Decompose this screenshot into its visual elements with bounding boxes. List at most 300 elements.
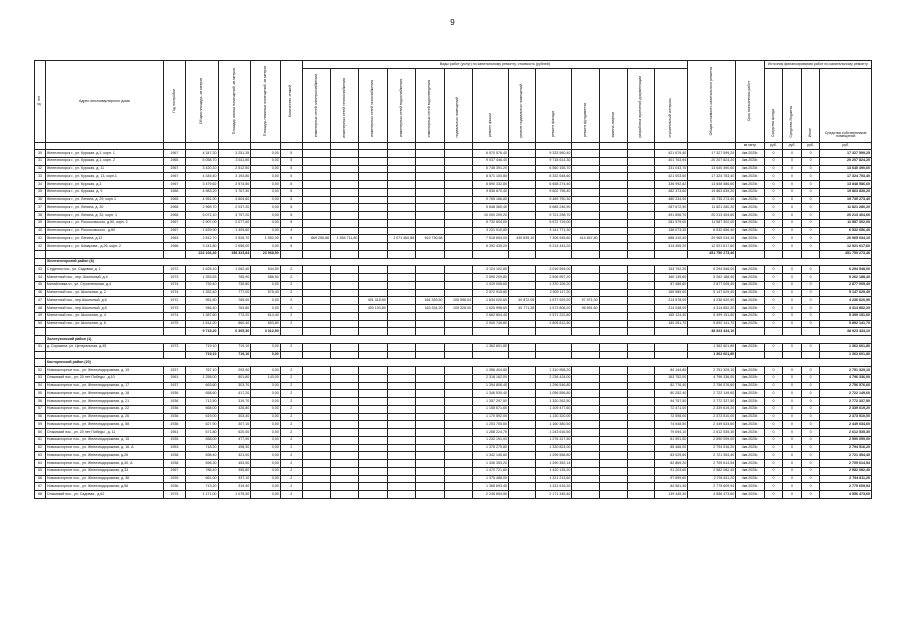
col-work-type: замена лифтов (599, 69, 627, 143)
address: Железногорск г., ул. Курская, д.1, корп. 2 (45, 157, 163, 165)
owners-amount: 4 236 620,90 (820, 297, 872, 305)
work-cost (628, 281, 655, 289)
subtotal-owners: 1 362 601,80 (820, 351, 872, 359)
other-amount: 0 (801, 188, 820, 196)
nonliving-area: 0,00 (251, 212, 280, 220)
total-area: 4 951,90 (185, 196, 218, 204)
work-cost: 401 315,50 (359, 297, 387, 305)
period: 4кв.2025г. (736, 181, 764, 189)
table-row (35, 165, 872, 173)
table-cell (801, 351, 820, 359)
address: Новокасторное пос., ул. Железнодорожная, д. 21 (45, 398, 163, 406)
living-area: 417,20 (218, 390, 251, 398)
table-cell (163, 250, 185, 258)
table-row (35, 382, 872, 390)
nonliving-area: 0,00 (251, 173, 280, 181)
living-area: 765,00 (218, 297, 251, 305)
work-cost (416, 343, 444, 351)
period: 4кв.2025г. (736, 274, 764, 282)
year: 1967 (163, 219, 185, 227)
work-cost: 6 560 155,70 (536, 165, 572, 173)
address: Новокасторное пос., ул. Железнодорожная, д.33 (45, 467, 163, 475)
subtotal-living-area: 158 323,84 (218, 250, 251, 258)
row-number: 56 (35, 398, 46, 406)
work-cost (628, 429, 655, 437)
budget-amount: 0 (783, 405, 802, 413)
work-cost: 1 336 353,20 (472, 460, 508, 468)
floors: 2 (280, 398, 302, 406)
row-number: 37 (35, 204, 46, 212)
work-cost (509, 188, 536, 196)
year: 1963 (163, 235, 185, 243)
total-cost: 20 965 034,10 (688, 235, 736, 243)
table-cell (599, 250, 627, 258)
work-cost (628, 475, 655, 483)
period: 4кв.2025г. (736, 150, 764, 158)
work-cost: 5 848 360,40 (472, 204, 508, 212)
work-cost: 421 003,60 (655, 173, 688, 181)
table-cell (801, 250, 820, 258)
subtotal-row (35, 250, 872, 258)
fund-amount: 0 (764, 491, 783, 499)
work-cost (572, 312, 599, 320)
total-area: 661,00 (185, 475, 218, 483)
nonliving-area: 143,00 (251, 374, 280, 382)
subtotal-total-area: 9 715,20 (185, 328, 218, 336)
work-cost: 10 000 209,20 (472, 212, 508, 220)
subtotal-owners: 38 923 433,10 (820, 328, 872, 336)
fund-amount: 0 (764, 212, 783, 220)
nonliving-area: 0,00 (251, 196, 280, 204)
work-cost (599, 219, 627, 227)
work-cost (628, 320, 655, 328)
work-cost (444, 429, 472, 437)
row-number (35, 359, 46, 367)
budget-amount: 0 (783, 243, 802, 251)
work-cost (302, 281, 330, 289)
period: 4кв.2025г. (736, 436, 764, 444)
table-row (35, 343, 872, 351)
living-area: 2 526,70 (218, 235, 251, 243)
work-cost (444, 444, 472, 452)
total-area: 951,50 (185, 297, 218, 305)
work-cost (628, 243, 655, 251)
work-cost (572, 398, 599, 406)
living-area: 3 193,80 (218, 173, 251, 181)
budget-amount: 0 (783, 274, 802, 282)
work-cost (509, 212, 536, 220)
table-cell (783, 351, 802, 359)
work-cost (444, 274, 472, 282)
table-row (35, 475, 872, 483)
row-number: 64 (35, 460, 46, 468)
work-cost (444, 460, 472, 468)
table-row (35, 436, 872, 444)
work-cost (416, 421, 444, 429)
fund-amount: 0 (764, 452, 783, 460)
other-amount: 0 (801, 243, 820, 251)
floors: 5 (280, 181, 302, 189)
work-cost (416, 219, 444, 227)
table-cell (572, 250, 599, 258)
work-cost: 139 445,30 (655, 491, 688, 499)
table-cell (509, 351, 536, 359)
work-cost (302, 343, 330, 351)
work-cost: 482 373,60 (655, 188, 688, 196)
work-cost: 1 158 671,60 (472, 405, 508, 413)
floors: 2 (280, 460, 302, 468)
table-cell (764, 351, 783, 359)
living-area: 860,40 (218, 320, 251, 328)
total-cost: 2 756 576,60 (688, 382, 736, 390)
floors: 5 (280, 165, 302, 173)
table-cell (416, 351, 444, 359)
work-cost (359, 320, 387, 328)
year: 1966 (163, 188, 185, 196)
work-cost (599, 320, 627, 328)
row-number: 63 (35, 452, 46, 460)
total-cost: 2 982 082,40 (688, 467, 736, 475)
work-cost (302, 212, 330, 220)
work-cost: 3 141 771,30 (536, 227, 572, 235)
year: 1973 (163, 305, 185, 313)
nonliving-area: 575,40 (251, 289, 280, 297)
work-cost (387, 436, 415, 444)
work-cost (302, 312, 330, 320)
nonliving-area: 0,00 (251, 305, 280, 313)
nonliving-area: 1 952,00 (251, 235, 280, 243)
other-amount: 0 (801, 405, 820, 413)
nonliving-area: 0,00 (251, 150, 280, 158)
living-area: 1 062,40 (218, 266, 251, 274)
total-cost: 4 556 473,60 (688, 491, 736, 499)
work-cost: 686 410,40 (655, 235, 688, 243)
table-row (35, 196, 872, 204)
work-cost (302, 483, 330, 491)
nonliving-area: 586,50 (251, 274, 280, 282)
col-owners: Средства собственников помещений (820, 69, 872, 143)
work-cost (509, 274, 536, 282)
work-cost (387, 475, 415, 483)
row-number: 38 (35, 212, 46, 220)
work-cost (302, 297, 330, 305)
work-cost (359, 281, 387, 289)
address: Железногорск г., ул. Ленина, д.12 (45, 235, 163, 243)
work-cost (509, 227, 536, 235)
work-cost (509, 374, 536, 382)
total-area: 696,30 (185, 460, 218, 468)
work-cost (331, 227, 359, 235)
other-amount: 0 (801, 227, 820, 235)
budget-amount: 0 (783, 398, 802, 406)
work-cost (302, 374, 330, 382)
work-cost (359, 266, 387, 274)
other-amount: 0 (801, 312, 820, 320)
other-amount: 0 (801, 483, 820, 491)
work-cost (509, 467, 536, 475)
region-name: Касторенский район (20) (45, 359, 871, 367)
work-cost: 1 170 592,00 (472, 413, 508, 421)
total-cost: 17 324 753,40 (688, 173, 736, 181)
floors: 2 (280, 312, 302, 320)
work-cost (331, 281, 359, 289)
col-work-type: инженерных сетей газоснабжения (359, 69, 387, 143)
owners-amount: 6 294 548,00 (820, 266, 872, 274)
owners-amount: 2 794 516,20 (820, 444, 872, 452)
budget-amount: 0 (783, 491, 802, 499)
year: 1966 (163, 204, 185, 212)
work-cost: 6 746 391,20 (472, 165, 508, 173)
work-cost (444, 436, 472, 444)
period: 4кв.2025г. (736, 343, 764, 351)
work-cost (599, 312, 627, 320)
living-area: 3 251,35 (218, 150, 251, 158)
work-cost (302, 320, 330, 328)
table-row (35, 413, 872, 421)
work-cost (572, 227, 599, 235)
other-amount: 0 (801, 196, 820, 204)
work-cost (509, 312, 536, 320)
work-cost (302, 196, 330, 204)
period: 4кв.2025г. (736, 421, 764, 429)
period: 4кв.2025г. (736, 429, 764, 437)
other-amount: 0 (801, 413, 820, 421)
table-row (35, 297, 872, 305)
col-fund: Средства фонда (764, 69, 783, 143)
other-amount: 0 (801, 289, 820, 297)
table-row (35, 421, 872, 429)
work-cost: 400 103,80 (359, 305, 387, 313)
period: 4кв.2025г. (736, 305, 764, 313)
owners-amount: 2 721 354,40 (820, 452, 872, 460)
row-number: 60 (35, 429, 46, 437)
work-cost (444, 196, 472, 204)
living-area: 620,00 (218, 429, 251, 437)
work-cost (599, 367, 627, 375)
work-cost: 1 368 693,40 (472, 483, 508, 491)
floors: 2 (280, 297, 302, 305)
work-cost (572, 429, 599, 437)
owners-amount: 20 213 404,60 (820, 212, 872, 220)
work-cost (302, 227, 330, 235)
total-cost: 2 877 005,40 (688, 281, 736, 289)
fund-amount: 0 (764, 312, 783, 320)
other-amount: 0 (801, 398, 820, 406)
other-amount: 0 (801, 390, 820, 398)
col-work-type: ремонт фундамента (572, 69, 599, 143)
work-cost (509, 204, 536, 212)
work-cost (628, 343, 655, 351)
period: 4кв.2025г. (736, 219, 764, 227)
work-cost (331, 429, 359, 437)
row-number: 62 (35, 444, 46, 452)
other-amount: 0 (801, 274, 820, 282)
owners-amount: 2 751 329,10 (820, 367, 872, 375)
work-cost (509, 436, 536, 444)
period: 4кв.2025г. (736, 382, 764, 390)
living-area: 319,70 (218, 398, 251, 406)
row-number: 32 (35, 165, 46, 173)
work-cost: 6 890 332,80 (472, 181, 508, 189)
work-cost (416, 266, 444, 274)
row-number: 59 (35, 421, 46, 429)
work-cost (331, 181, 359, 189)
floors: 5 (280, 204, 302, 212)
fund-amount: 0 (764, 266, 783, 274)
year: 1936 (163, 390, 185, 398)
work-cost (599, 475, 627, 483)
work-cost (416, 181, 444, 189)
work-cost: 2 572 915,80 (472, 289, 508, 297)
work-cost (416, 405, 444, 413)
living-area: 719,10 (218, 343, 251, 351)
table-cell (783, 250, 802, 258)
address: Новокасторное пос., ул. Железнодорожная, д. 36 (45, 475, 163, 483)
period: 4кв.2025г. (736, 173, 764, 181)
nonliving-area: 0,00 (251, 483, 280, 491)
living-area: 307,10 (218, 421, 251, 429)
row-number: 36 (35, 196, 46, 204)
work-cost (387, 165, 415, 173)
total-area: 658,60 (185, 390, 218, 398)
budget-amount: 0 (783, 312, 802, 320)
work-cost (331, 289, 359, 297)
work-cost (359, 157, 387, 165)
work-cost (572, 196, 599, 204)
table-cell (387, 250, 415, 258)
work-cost (444, 150, 472, 158)
period: 4кв.2025г. (736, 444, 764, 452)
work-cost: 421 679,40 (655, 150, 688, 158)
budget-amount: 0 (783, 483, 802, 491)
total-cost: 2 590 099,00 (688, 436, 736, 444)
subtotal-row (35, 351, 872, 359)
unit-rub: руб. (820, 143, 872, 150)
work-cost (509, 390, 536, 398)
table-row (35, 312, 872, 320)
work-cost (444, 398, 472, 406)
work-cost (359, 452, 387, 460)
work-cost (509, 181, 536, 189)
work-cost (331, 266, 359, 274)
total-area: 668,00 (185, 405, 218, 413)
work-cost (599, 467, 627, 475)
period: 4кв.2025г. (736, 212, 764, 220)
work-cost (509, 150, 536, 158)
other-amount: 0 (801, 165, 820, 173)
work-cost (302, 243, 330, 251)
work-cost: 1 470 721,60 (472, 467, 508, 475)
work-cost: 80 252,40 (655, 390, 688, 398)
period: 4кв.2025г. (736, 460, 764, 468)
work-cost (359, 429, 387, 437)
table-row (35, 374, 872, 382)
work-cost (416, 320, 444, 328)
work-cost: 1 342 145,60 (472, 452, 508, 460)
row-number: 52 (35, 367, 46, 375)
work-cost: 5 572 719,00 (536, 219, 572, 227)
work-cost (387, 405, 415, 413)
address: Магнитный пос., пер. Школьный, д.4 (45, 274, 163, 282)
budget-amount: 0 (783, 413, 802, 421)
work-cost (416, 227, 444, 235)
fund-amount: 0 (764, 196, 783, 204)
work-cost: 2 318 162,00 (472, 374, 508, 382)
owners-amount: 6 532 656,40 (820, 227, 872, 235)
period: 4кв.2025г. (736, 475, 764, 483)
living-area: 2 512,50 (218, 165, 251, 173)
work-cost: 163 334,20 (416, 305, 444, 313)
fund-amount: 0 (764, 398, 783, 406)
table-row (35, 243, 872, 251)
work-cost (572, 405, 599, 413)
living-area: 498,30 (218, 444, 251, 452)
other-amount: 0 (801, 212, 820, 220)
owners-amount: 2 590 099,00 (820, 436, 872, 444)
work-cost: 2 246 694,50 (472, 491, 508, 499)
work-cost (359, 467, 387, 475)
work-cost: 1 420 135,20 (536, 467, 572, 475)
work-cost (444, 212, 472, 220)
year: 1936 (163, 421, 185, 429)
budget-amount: 0 (783, 219, 802, 227)
work-cost (628, 382, 655, 390)
work-cost (444, 219, 472, 227)
work-cost (359, 165, 387, 173)
fund-amount: 0 (764, 274, 783, 282)
work-cost (359, 150, 387, 158)
owners-amount: 2 339 619,20 (820, 405, 872, 413)
table-row (35, 188, 872, 196)
total-area: 3 420,10 (185, 165, 218, 173)
work-cost (302, 188, 330, 196)
work-cost (509, 281, 536, 289)
work-cost: 9 718 614,30 (536, 157, 572, 165)
work-cost (628, 188, 655, 196)
total-area: 4 347,20 (185, 150, 218, 158)
nonliving-area: 0,00 (251, 444, 280, 452)
work-cost (572, 320, 599, 328)
work-cost (387, 343, 415, 351)
period: 4кв.2025г. (736, 227, 764, 235)
row-number (35, 336, 46, 344)
work-cost: 1 634 020,60 (472, 297, 508, 305)
work-cost (331, 475, 359, 483)
row-number: 67 (35, 483, 46, 491)
table-row (35, 173, 872, 181)
work-cost (359, 405, 387, 413)
work-cost (628, 212, 655, 220)
work-cost: 336 992,82 (655, 181, 688, 189)
work-cost (359, 274, 387, 282)
floors: 2 (280, 475, 302, 483)
work-cost (572, 421, 599, 429)
living-area: 765,90 (218, 274, 251, 282)
work-cost (387, 491, 415, 499)
work-cost: 281 979,00 (655, 219, 688, 227)
work-cost (302, 444, 330, 452)
fund-amount: 0 (764, 367, 783, 375)
work-cost: 85 466,00 (655, 444, 688, 452)
work-cost: 7 518 694,00 (472, 235, 508, 243)
work-cost: 491 896,70 (655, 212, 688, 220)
living-area: 293,90 (218, 367, 251, 375)
total-area: 2 812,70 (185, 235, 218, 243)
work-cost (444, 374, 472, 382)
work-cost (572, 281, 599, 289)
address: Железногорск г., ул. Курская, д. 11 (45, 165, 163, 173)
floors: 2 (280, 274, 302, 282)
